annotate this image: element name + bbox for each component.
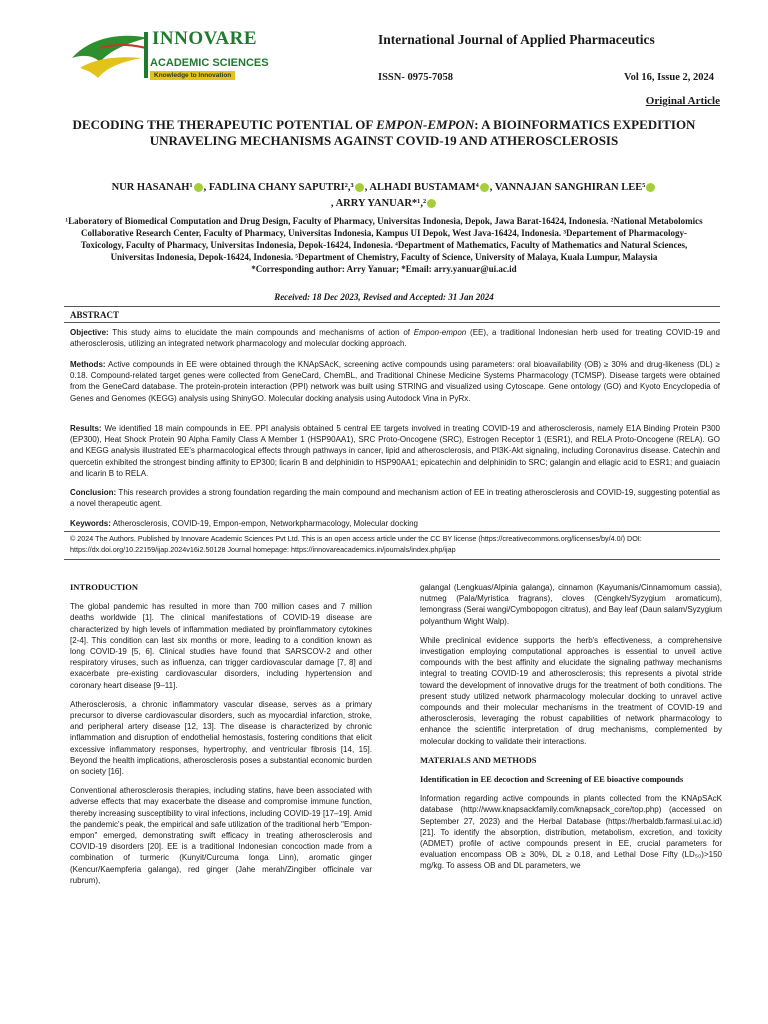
paragraph: galangal (Lengkuas/Alpinia galanga), cinnamon (Kayumanis/Cinnamomum cassia), nutmeg (Pala/Myristica fragrans), cloves (Cengkeh/Syzygium aromaticum), lemongrass (Serai wangi/Cymbopogon citratus), and Bay leaf (Daun salam/Syzygium polyanthum Wight Walp). [420,583,722,626]
journal-name: International Journal of Applied Pharmaceutics [378,32,655,47]
title-part-c: : A BIOINFORMATICS EXPEDITION UNRAVELING MECHANISMS AGAINST COVID-19 AND ATHEROSCLEROSIS [149,117,696,148]
left-column [70,582,372,894]
abstract-methods [70,359,720,404]
text: Atherosclerosis, COVID-19, Empon-empon, Networkpharmacology, Molecular docking [110,519,418,528]
author-list [60,180,708,212]
author: , ALHADI BUSTAMAM⁴ [364,182,479,193]
author: NUR HASANAH¹ [111,182,193,193]
label: Results: [70,424,102,433]
volume-issue: Vol 16, Issue 2, 2024 [623,72,714,83]
author: , VANNAJAN SANGHIRAN LEE⁵ [489,182,646,193]
paragraph: Conventional atherosclerosis therapies, including statins, have been associated with adverse effects that may exacerbate the disease and compromise immune function, thereby increasing susceptibility to viral infections, including COVID-19 [17–19]. Amid the pandemic's peak, the empirical and safe utilization of the traditional herb "Empon-empon" emerged, demonstrating swift efficacy in treating atherosclerosis and COVID-19 disorders [20]. EE is a traditional Indonesian concoction made from a combination of turmeric (Kunyit/Curcuma longa Linn), aromatic ginger (Kencur/Kaempferia galanga), red ginger (Jahe merah/Zingiber officinale var rubrum), [70,786,372,885]
orcid-icon[interactable] [480,183,489,192]
orcid-icon[interactable] [646,183,655,192]
abstract-conclusion [70,487,720,509]
text: (EE), a traditional Indonesian herb used for treating COVID-19 and atherosclerosis, utilizing an integrated network pharmacology and molecular docking approach. [70,328,720,349]
divider [64,531,720,532]
methods-heading: MATERIALS AND METHODS [420,754,537,765]
label: Methods: [70,360,106,369]
author: , ARRY YANUAR*¹,² [330,198,427,209]
text: This study aims to elucidate the main compounds and mechanisms of action of [108,328,414,337]
abstract-objective [70,327,720,349]
author: , FADLINA CHANY SAPUTRI²,³ [203,182,354,193]
orcid-icon[interactable] [194,183,203,192]
corresponding-author: *Corresponding author: Arry Yanuar; *Email: arry.yanuar@ui.ac.id [251,264,517,274]
divider [64,322,720,323]
paragraph: Atherosclerosis, a chronic inflammatory vascular disease, serves as a primary precursor to diverse cardiovascular disorders, such as myocardial infarction, stroke, and peripheral artery disease [12, 13]. The disease is characterized by chronic inflammation and disruption of endothelial hemostasis, fostering conditions that elicit excessive inflammatory responses, hypertrophy, and ventricular fibrosis [14, 15]. Beyond the health implications, atherosclerosis poses a substantial economic burden on society [16]. [70,699,372,777]
orcid-icon[interactable] [427,199,436,208]
abstract-heading: ABSTRACT [70,310,120,320]
text: Active compounds in EE were obtained through the KNApSAcK, screening active compounds using parameters: oral bioavailability (OB) ≥ 30% and drug-likeness (DL) ≥ 0.18. Compound-related target genes were collected from GeneCard, ChemBL, and Traditional Chinese Medicine Systems Pharmacology (TCMSP). Disease targets were obtained from the GeneCard database. The protein-protein interaction (PPI) network was built using STRING and visualized using Cytoscape. Gene ontology (GO) and Kyoto Encyclopedia of Genes and Genomes (KEGG) analysis using ShinyGO. Molecular docking analysis using Autodock Vina in PyRx. [70,360,720,403]
divider [64,306,720,307]
issn: ISSN- 0975-7058 [378,72,453,83]
intro-heading: INTRODUCTION [70,582,139,592]
logo-wordmark: INNOVARE [152,28,258,49]
divider [64,559,720,560]
abstract-results [70,423,720,479]
paragraph: Information regarding active compounds in plants collected from the KNApSAcK database (http://www.knapsackfamily.com/knapsack_core/top.php) (accessed on September 27, 2023) and the Herbal Database (https://herbaldb.farmasi.ui.ac.id) [21]. To identify the absorption, distribution, metabolism, excretion, and toxicity (ADMET) profile of active compounds present in EE, crucial parameters for evaluation encompass OB ≥ 30%, DL ≥ 0.18, and Lethal Dose Fifty (LD₅₀)>150 mg/kg. To assess OB and DL parameters, we [420,794,722,871]
subsection-heading: Identification in EE decoction and Screening of EE bioactive compounds [420,774,684,785]
affiliation-text: ¹Laboratory of Biomedical Computation and Drug Design, Faculty of Pharmacy, Universitas Indonesia, Depok, Jawa Barat-16424, Indonesia. ²National Metabolomics Collaborative Research Center, Faculty of Pharmacy, Universitas Indonesia, Kampus UI Depok, West Java-16424, Indonesia. ³Departement of Pharmacology-Toxicology, Faculty of Pharmacy, Universitas Indonesia, Depok-16424, Indonesia. ⁴Department of Mathematics, Faculty of Mathematics and Natural Sciences, Universitas Indonesia, Depok-16424, Indonesia. ⁵Department of Chemistry, Faculty of Science, University of Malaya, Kuala Lumpur, Malaysia [65,216,703,262]
abstract-keywords [70,518,720,529]
text: This research provides a strong foundation regarding the main compound and mechanism action of EE in treating atherosclerosis and COVID-19, suggesting potential as a novel therapeutic agent. [70,488,720,509]
received-dates: Received: 18 Dec 2023, Revised and Accepted: 31 Jan 2024 [274,292,494,302]
label: Keywords: [70,519,111,528]
paragraph: While preclinical evidence supports the herb's effectiveness, a comprehensive investigation employing computational approaches is essential to unveil active compounds with the best affinity and elucidate the signaling pathway mechanisms integral to treating COVID-19 and atherosclerosis; this represents a pivotal stride toward the development of innovative drugs for the treatment of both conditions. The present study utilized network pharmacology molecular docking to unravel active compounds and their molecular mechanisms in the treatment of COVID-19 and atherosclerosis, leveraging the robust capabilities of network pharmacology to enhance the scientific interpretation of drug mechanisms, complemented by molecular docking to validate their interactions. [420,635,722,746]
right-column [420,582,722,880]
title-part-a: DECODING THE THERAPEUTIC POTENTIAL OF [72,117,377,132]
article-title [60,117,708,149]
title-part-b: EMPON-EMPON [376,117,475,132]
text: Empon-empon [413,328,467,337]
logo-tagline: Knowledge to Innovation [150,71,235,80]
text: We identified 18 main compounds in EE. PPI analysis obtained 5 central EE targets involved in treating COVID-19 and atherosclerosis, namely E1A Binding Protein P300 (EP300), Heat Shock Protein 90 Alpha Family Class A Member 1 (HSP90AA1), SRC Proto-Oncogene (SRC), Estrogen Receptor 1 (ESR1), and RELA Proto-Oncogene (RELA). GO and KEGG analysis illustrated EE's pharmacological effects through pathways in cancer, lipid and atherosclerosis, and PI3K-Akt signaling, including Coronavirus disease. Catechin and quercetin exhibited the strongest binding affinity to EP300; licarin B and delphinidin to HSP90AA1; epicatechin and delphinidin to SRC; galangin and ellagic acid to ESR1; and guaiacin and licarin B to RELA. [70,424,720,478]
label: Objective: [70,328,109,337]
orcid-icon[interactable] [355,183,364,192]
logo-subtitle: ACADEMIC SCIENCES [150,57,269,69]
article-type: Original Article [645,95,720,107]
affiliations [64,215,704,275]
license-notice: © 2024 The Authors. Published by Innovare Academic Sciences Pvt Ltd. This is an open access article under the CC BY license (https://creativecommons.org/licenses/by/4.0/) DOI: https://dx.doi.org/10.22159/ijap.2024v16i2.50128 Journal homepage: https://innovareacademics.in/journals/index.php/ijap [70,534,642,554]
label: Conclusion: [70,488,117,497]
paragraph: The global pandemic has resulted in more than 700 million cases and 7 million deaths worldwide [1]. The clinical manifestations of COVID-19 disease are characterized by high levels of inflammation mediated by proinflammatory cytokines [2-4]. This condition can last six months or more, leading to a condition known as long COVID-19 [5, 6]. Clinical studies have found that SARSCOV-2 and other respiratory viruses, such as influenza, can trigger cardiovascular damage [7, 8] and exacerbate pre-existing cardiovascular disorders, including hypertension and coronary heart disease [9–11]. [70,602,372,690]
